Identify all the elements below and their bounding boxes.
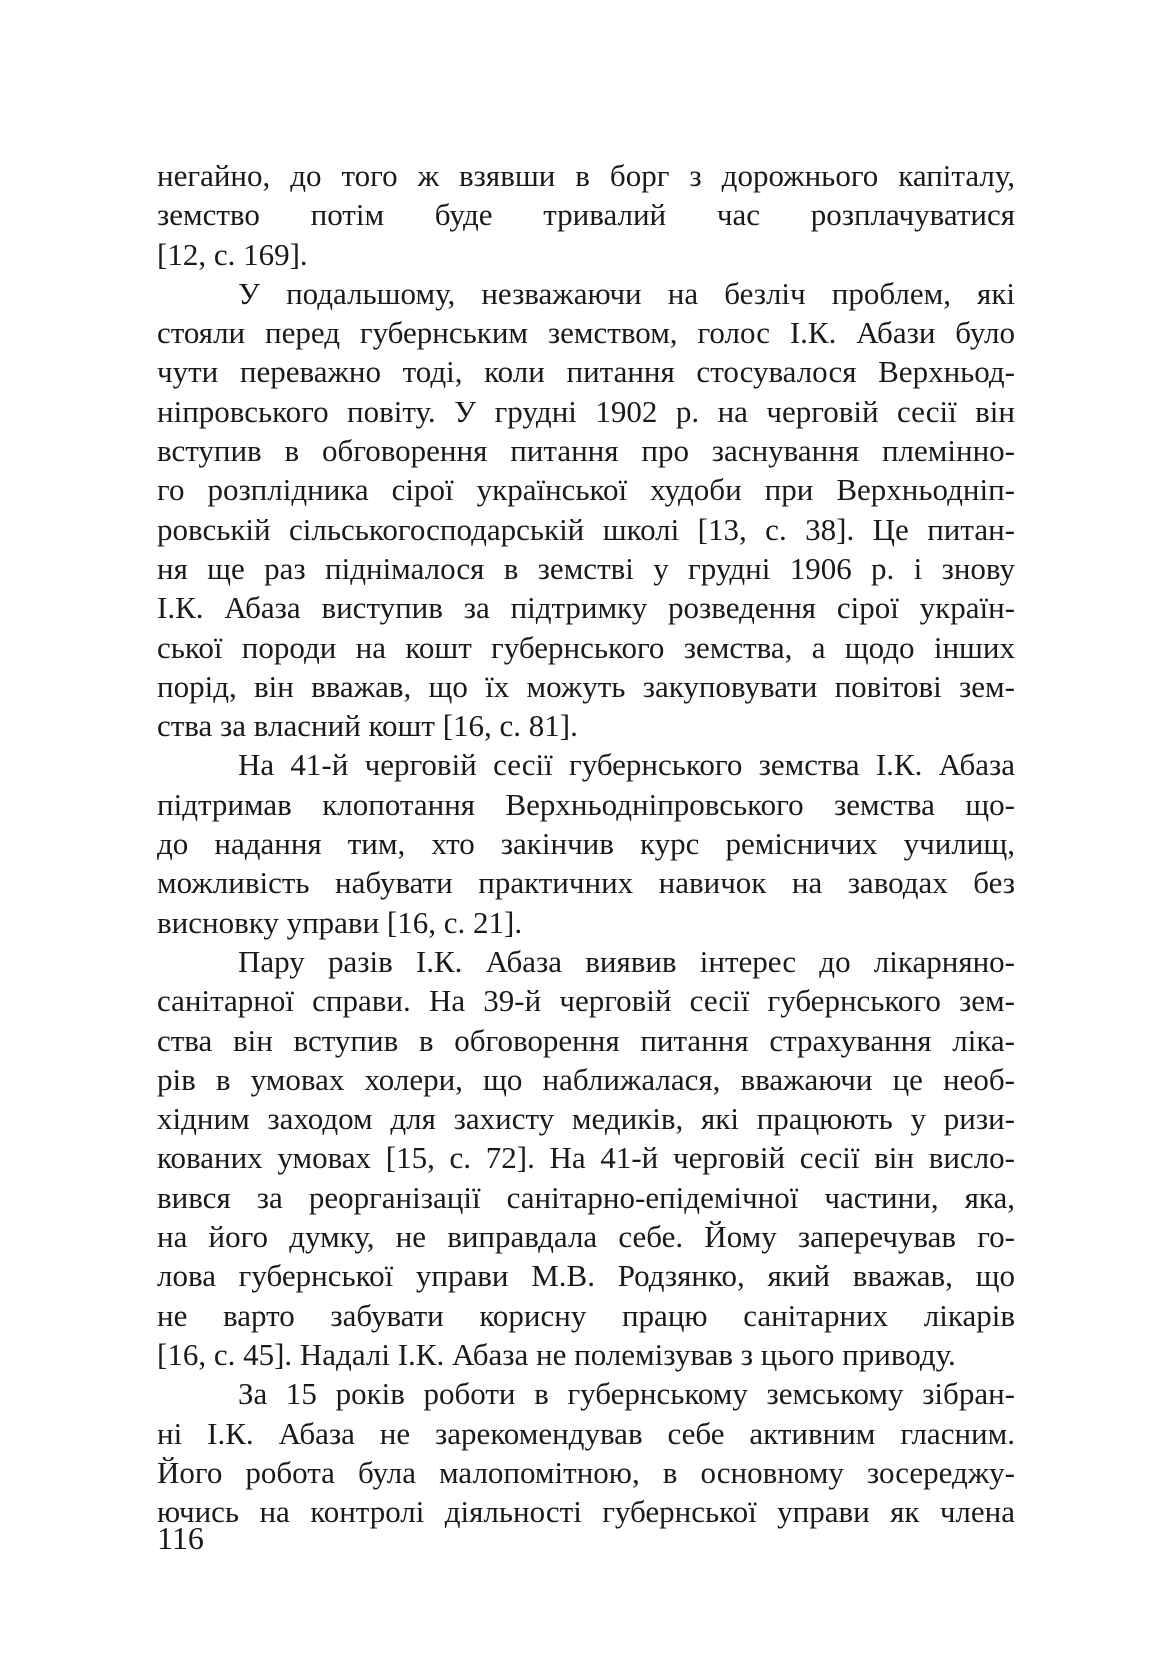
text-line: не варто забувати корисну працю санітарних лікарів (157, 1297, 1015, 1333)
text-line: земство потім буде тривалий час розплачуватися (157, 197, 1015, 233)
text-line: За 15 років роботи в губернському земському зібран- (238, 1376, 1015, 1412)
text-line: ні І.К. Абаза не зарекомендував себе активним гласним. (157, 1415, 1015, 1451)
text-line: ської породи на кошт губернського земства, а щодо інших (157, 629, 1015, 665)
text-line: вився за реорганізації санітарно-епідемічної частини, яка, (157, 1179, 1015, 1215)
text-line: ня ще раз піднімалося в земстві у грудні 1906 р. і знову (157, 550, 1015, 586)
text-line: ніпровського повіту. У грудні 1902 р. на черговій сесії він (157, 393, 1015, 429)
text-line: стояли перед губернським земством, голос І.К. Абази було (157, 315, 1015, 351)
text-line: ровській сільськогосподарській школі [13, с. 38]. Це питан- (157, 511, 1015, 547)
text-line: ючись на контролі діяльності губернської управи як члена (157, 1494, 1015, 1530)
text-line: Пару разів І.К. Абаза виявив інтерес до лікарняно- (238, 943, 1015, 979)
paragraph (157, 274, 1015, 746)
text-line: негайно, до того ж взявши в борг з дорожнього капіталу, (157, 158, 1015, 193)
text-line: Його робота була малопомітною, в основному зосереджу- (157, 1454, 1015, 1490)
text-line: кованих умовах [15, с. 72]. На 41-й черговій сесії він висло- (157, 1140, 1015, 1176)
text-line: У подальшому, незважаючи на безліч проблем, які (238, 275, 1015, 311)
text-line: го розплідника сірої української худоби при Верхньодніп- (157, 472, 1015, 508)
page-body (157, 156, 1015, 1531)
text-line: На 41-й черговій сесії губернського земства І.К. Абаза (238, 747, 1015, 783)
text-line: на його думку, не виправдала себе. Йому заперечував го- (157, 1219, 1015, 1255)
text-line: [16, с. 45]. Надалі І.К. Абаза не полемізував з цього приводу. (157, 1336, 956, 1372)
text-line: санітарної справи. На 39-й черговій сесії губернського зем- (157, 983, 1015, 1019)
text-line: хідним заходом для захисту медиків, які працюють у ризи- (157, 1101, 1015, 1137)
paragraph (157, 156, 1015, 274)
text-line: [12, с. 169]. (157, 236, 308, 272)
text-line: рів в умовах холери, що наближалася, вважаючи це необ- (157, 1061, 1015, 1097)
text-line: лова губернської управи М.В. Родзянко, який вважав, що (157, 1258, 1015, 1294)
text-line: порід, він вважав, що їх можуть закуповувати повітові зем- (157, 668, 1015, 704)
text-line: вступив в обговорення питання про заснування племінно- (157, 433, 1015, 469)
paragraph (157, 745, 1015, 941)
text-line: ства він вступив в обговорення питання страхування ліка- (157, 1022, 1015, 1058)
page-number: 116 (157, 1520, 204, 1556)
text-line: до надання тим, хто закінчив курс ремісничих училищ, (157, 826, 1015, 862)
text-line: можливість набувати практичних навичок на заводах без (157, 865, 1015, 901)
text-line: підтримав клопотання Верхньодніпровського земства що- (157, 786, 1015, 822)
text-line: І.К. Абаза виступив за підтримку розведення сірої україн- (157, 590, 1015, 626)
text-line: чути переважно тоді, коли питання стосувалося Верхньод- (157, 354, 1015, 390)
text-line: ства за власний кошт [16, с. 81]. (157, 708, 578, 744)
paragraph (157, 942, 1015, 1374)
text-line: висновку управи [16, с. 21]. (157, 904, 523, 940)
paragraph (157, 1374, 1015, 1531)
